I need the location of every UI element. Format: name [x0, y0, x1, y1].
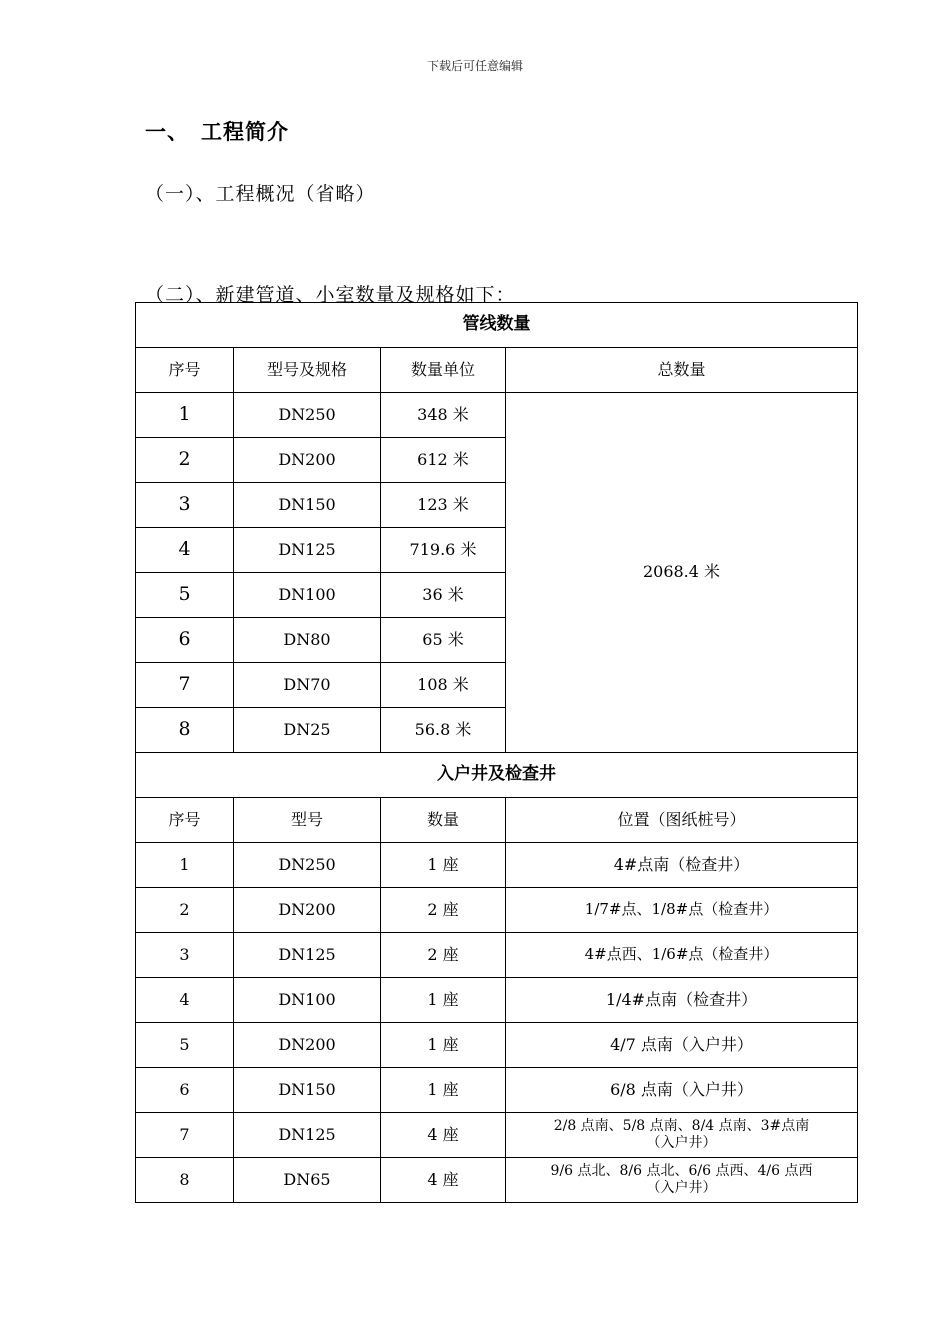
well-location-line2: （入户井）: [646, 1180, 717, 1196]
well-qty: 1 座: [381, 978, 506, 1023]
pipes-header-no: 序号: [136, 348, 234, 393]
pipe-no: 5: [136, 573, 234, 618]
well-location: [506, 1113, 858, 1158]
wells-header-no: 序号: [136, 798, 234, 843]
pipes-title-row: [136, 303, 858, 348]
well-model: DN100: [234, 978, 381, 1023]
table-row: [136, 1158, 858, 1203]
pipe-qty: 65 米: [381, 618, 506, 663]
well-no: 7: [136, 1113, 234, 1158]
wells-header-qty: 数量: [381, 798, 506, 843]
pipe-no: 6: [136, 618, 234, 663]
well-qty: 2 座: [381, 933, 506, 978]
pipe-spec: DN125: [234, 528, 381, 573]
table-row: [136, 1023, 858, 1068]
well-no: 1: [136, 843, 234, 888]
pipe-no: 8: [136, 708, 234, 753]
heading-1: [145, 116, 289, 146]
well-location: 4/7 点南（入户井）: [506, 1023, 858, 1068]
well-location: 1/4#点南（检查井）: [506, 978, 858, 1023]
spec-table: [135, 302, 858, 1203]
table-row: [136, 1113, 858, 1158]
well-model: DN150: [234, 1068, 381, 1113]
pipes-header-row: [136, 348, 858, 393]
well-model: DN125: [234, 933, 381, 978]
pipe-qty: 56.8 米: [381, 708, 506, 753]
well-model: DN125: [234, 1113, 381, 1158]
pipes-header-spec: 型号及规格: [234, 348, 381, 393]
heading-1-number: 一、: [145, 120, 189, 144]
pipe-spec: DN150: [234, 483, 381, 528]
wells-header-location: 位置（图纸桩号）: [506, 798, 858, 843]
pipe-qty: 36 米: [381, 573, 506, 618]
well-location-line1: 9/6 点北、8/6 点北、6/6 点西、4/6 点西: [550, 1163, 813, 1180]
well-no: 8: [136, 1158, 234, 1203]
well-qty: 1 座: [381, 1068, 506, 1113]
section-1-heading: （一）、工程概况（省略）: [145, 183, 376, 205]
well-model: DN200: [234, 888, 381, 933]
well-location: 6/8 点南（入户井）: [506, 1068, 858, 1113]
pipe-spec: DN100: [234, 573, 381, 618]
pipe-qty: 108 米: [381, 663, 506, 708]
pipe-no: 4: [136, 528, 234, 573]
well-qty: 1 座: [381, 843, 506, 888]
table-row: [136, 843, 858, 888]
well-model: DN65: [234, 1158, 381, 1203]
well-location: 4#点西、1/6#点（检查井）: [506, 933, 858, 978]
pipe-no: 3: [136, 483, 234, 528]
well-qty: 4 座: [381, 1158, 506, 1203]
well-qty: 2 座: [381, 888, 506, 933]
wells-title-row: [136, 753, 858, 798]
well-no: 6: [136, 1068, 234, 1113]
pipe-qty: 348 米: [381, 393, 506, 438]
pipes-header-total: 总数量: [506, 348, 858, 393]
section-2-heading: （二）、新建管道、小室数量及规格如下：: [145, 284, 516, 306]
well-location: 4#点南（检查井）: [506, 843, 858, 888]
pipe-spec: DN25: [234, 708, 381, 753]
pipe-qty: 123 米: [381, 483, 506, 528]
well-qty: 4 座: [381, 1113, 506, 1158]
pipes-title: 管线数量: [136, 303, 858, 348]
table-row: [136, 888, 858, 933]
well-no: 2: [136, 888, 234, 933]
pipe-spec: DN250: [234, 393, 381, 438]
well-location: 1/7#点、1/8#点（检查井）: [506, 888, 858, 933]
well-location-line2: （入户井）: [646, 1135, 717, 1151]
pipes-total: 2068.4 米: [506, 393, 858, 753]
header-note: 下载后可任意编辑: [426, 59, 523, 73]
well-qty: 1 座: [381, 1023, 506, 1068]
pipe-spec: DN200: [234, 438, 381, 483]
wells-header-model: 型号: [234, 798, 381, 843]
table-row: [136, 393, 858, 438]
wells-header-row: [136, 798, 858, 843]
well-location-line1: 2/8 点南、5/8 点南、8/4 点南、3#点南: [553, 1118, 810, 1135]
pipe-no: 1: [136, 393, 234, 438]
pipe-spec: DN70: [234, 663, 381, 708]
table-row: [136, 933, 858, 978]
pipe-no: 2: [136, 438, 234, 483]
well-no: 4: [136, 978, 234, 1023]
pipes-header-qty: 数量单位: [381, 348, 506, 393]
well-model: DN200: [234, 1023, 381, 1068]
well-no: 5: [136, 1023, 234, 1068]
pipe-no: 7: [136, 663, 234, 708]
table-row: [136, 978, 858, 1023]
pipe-spec: DN80: [234, 618, 381, 663]
table-row: [136, 1068, 858, 1113]
well-location: [506, 1158, 858, 1203]
heading-1-title: 工程简介: [201, 120, 289, 144]
wells-title: 入户井及检查井: [136, 753, 858, 798]
well-no: 3: [136, 933, 234, 978]
pipe-qty: 719.6 米: [381, 528, 506, 573]
well-model: DN250: [234, 843, 381, 888]
pipe-qty: 612 米: [381, 438, 506, 483]
